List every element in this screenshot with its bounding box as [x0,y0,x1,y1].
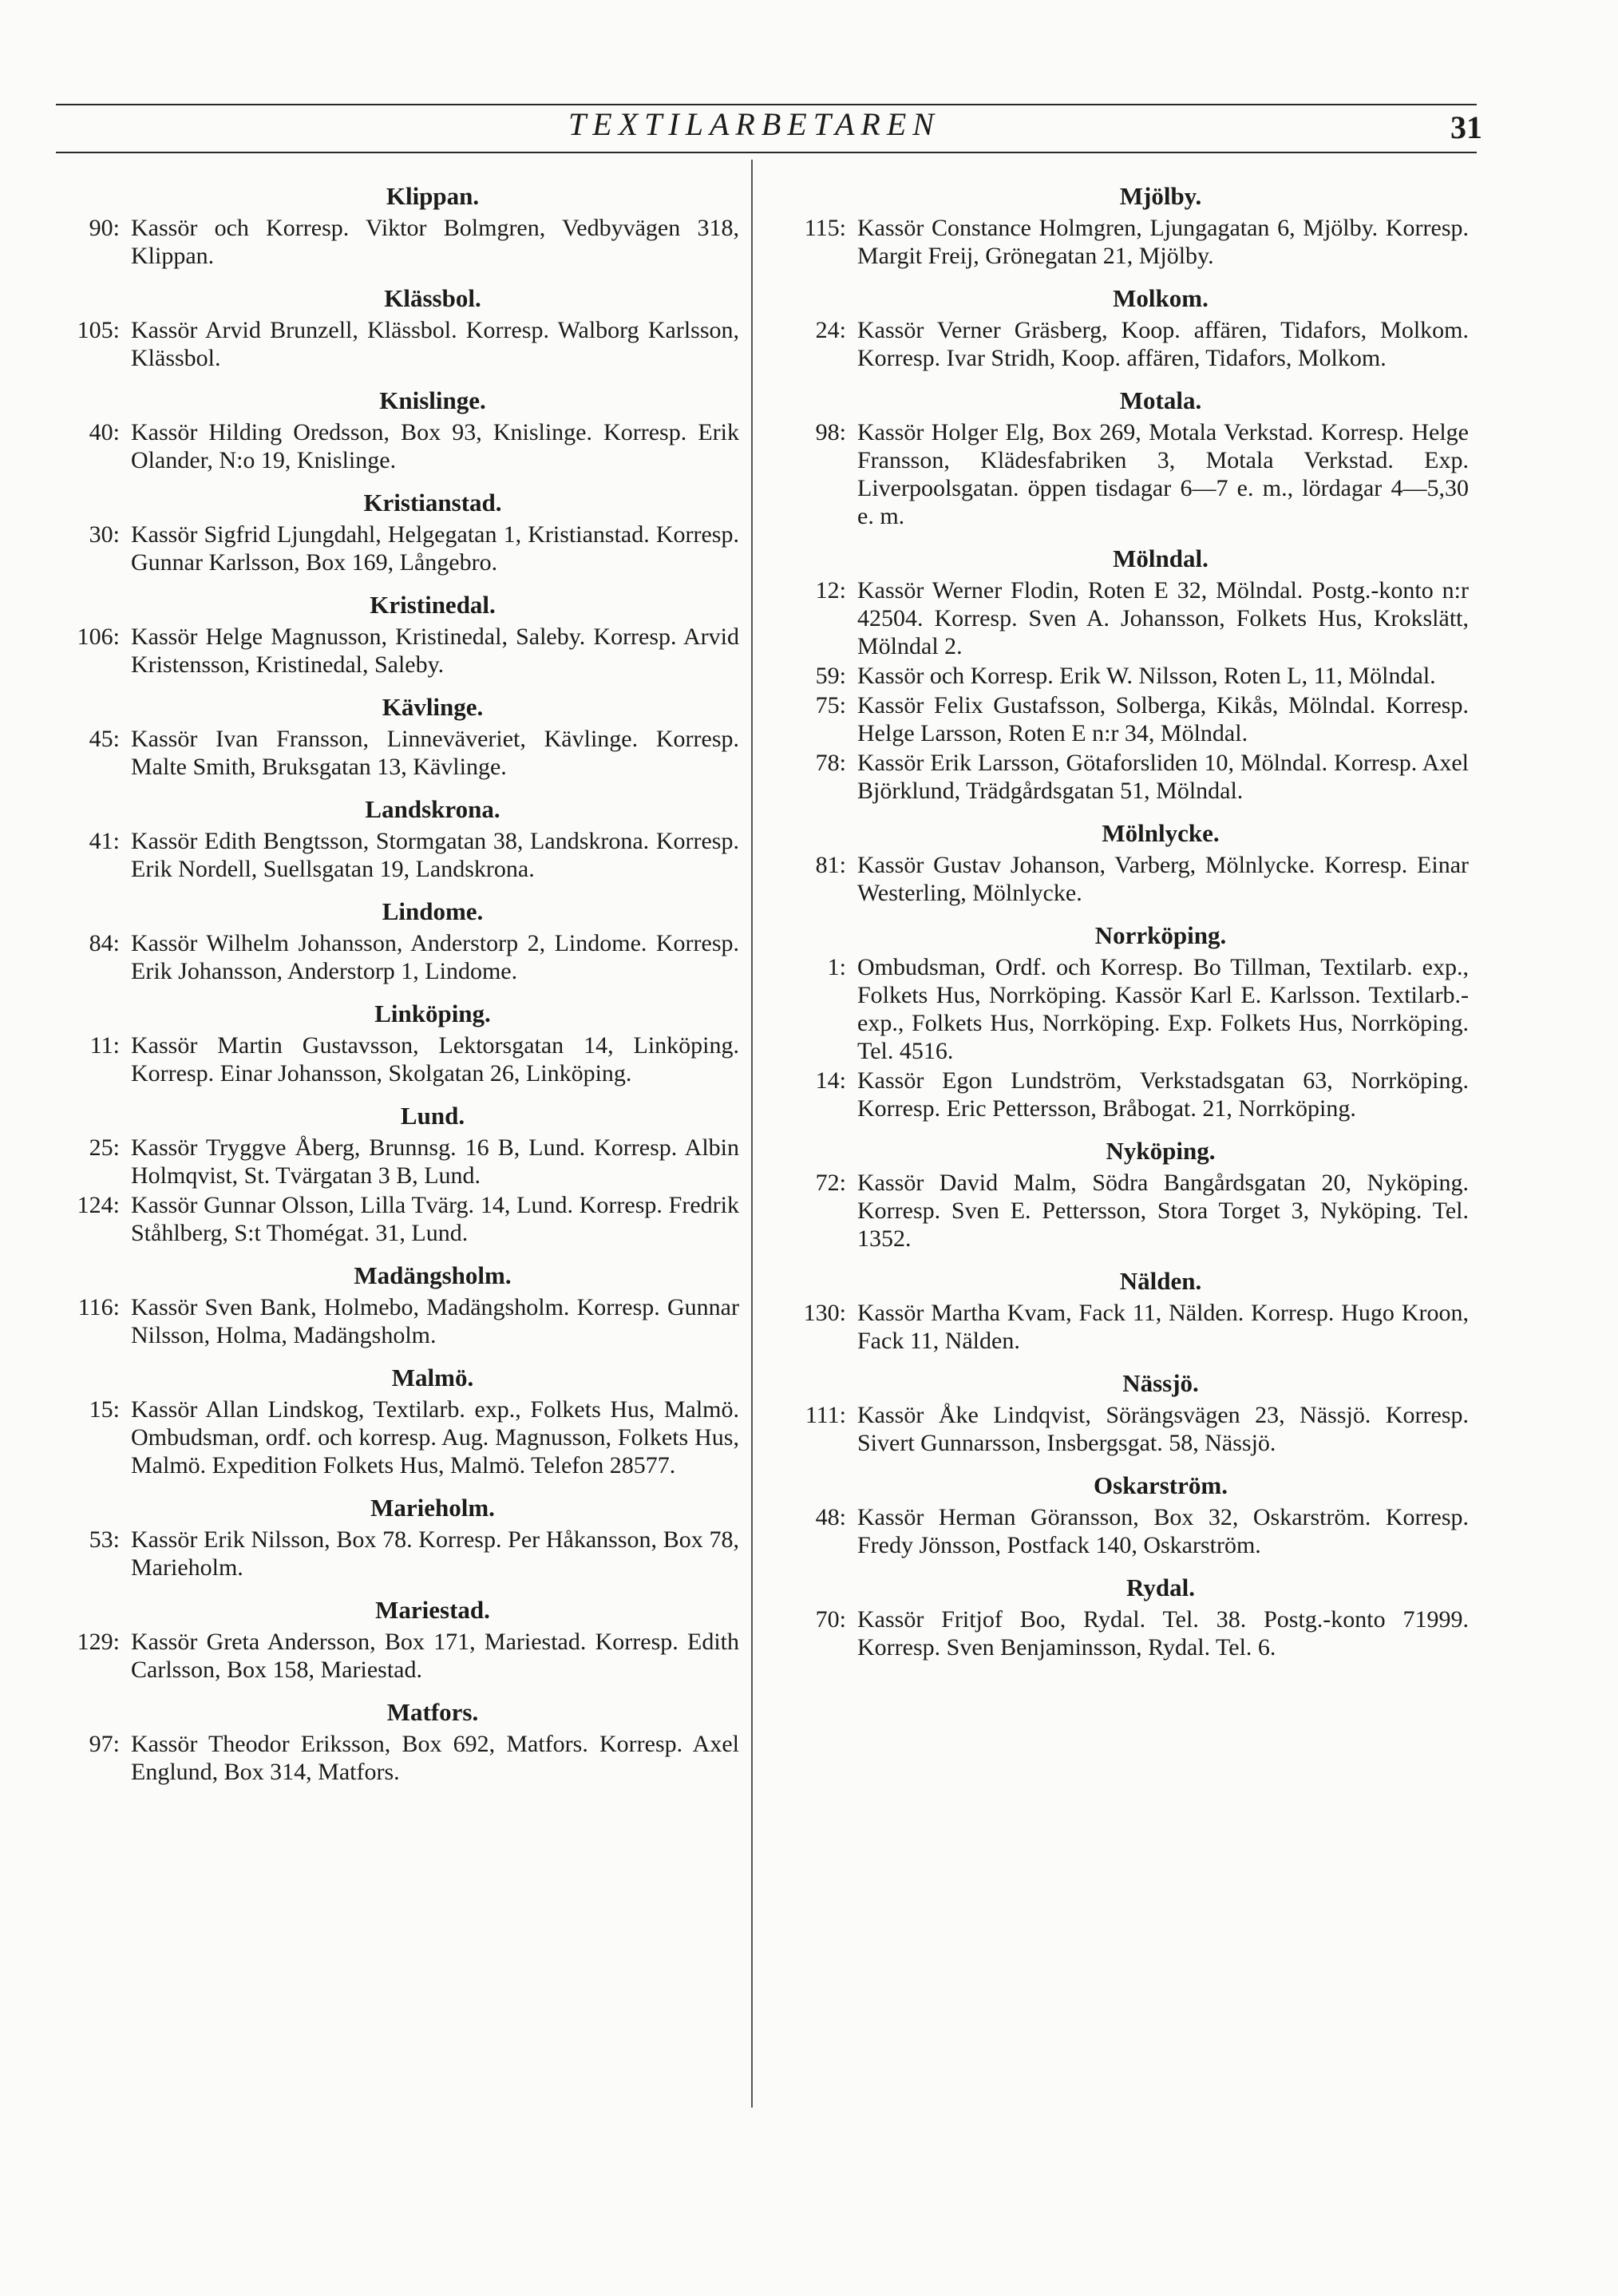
directory-entry [773,662,1469,690]
town-heading: Kristianstad. [363,489,502,517]
town-heading: Kävlinge. [382,693,484,721]
entry-text: Kassör Egon Lundström, Verkstadsgatan 63, Norrköping. Korresp. Eric Pettersson, Bråbogat. 21, Norrköping. [857,1067,1469,1122]
branch-number: 116: [77,1294,120,1320]
directory-entry [773,1605,1469,1661]
directory-entry [773,1169,1469,1253]
entry-text: Kassör Edith Bengtsson, Stormgatan 38, Landskrona. Korresp. Erik Nordell, Suellsgatan 19, Landskrona. [131,828,739,882]
entry-text: Kassör Sven Bank, Holmebo, Madängsholm. Korresp. Gunnar Nilsson, Holma, Madängsholm. [131,1294,739,1348]
branch-number: 15: [89,1396,120,1423]
town-heading: Mariestad. [375,1596,490,1624]
town-heading: Klässbol. [384,284,481,312]
branch-number: 72: [815,1170,846,1196]
entry-text: Kassör Arvid Brunzell, Klässbol. Korresp. Walborg Karlsson, Klässbol. [131,317,739,371]
directory-entry [773,418,1469,530]
branch-number: 105: [77,317,120,343]
page-number: 31 [1450,109,1482,145]
branch-number: 106: [77,623,120,650]
branch-number: 115: [804,215,846,241]
entry-text: Kassör Sigfrid Ljungdahl, Helgegatan 1, Kristianstad. Korresp. Gunnar Karlsson, Box 169, Långebro. [131,521,739,576]
town-heading: Lund. [400,1102,465,1130]
directory-entry [773,691,1469,747]
directory-entry [46,316,739,372]
branch-number: 97: [89,1731,120,1757]
entry-text: Kassör Åke Lindqvist, Sörängsvägen 23, Nässjö. Korresp. Sivert Gunnarsson, Insbergsgat. 58, Nässjö. [857,1402,1469,1456]
entry-text: Kassör Wilhelm Johansson, Anderstorp 2, Lindome. Korresp. Erik Johansson, Anderstorp 1, Lindome. [131,930,739,984]
entry-text: Kassör Erik Nilsson, Box 78. Korresp. Per Håkansson, Box 78, Marieholm. [131,1526,739,1581]
entry-text: Kassör Helge Magnusson, Kristinedal, Saleby. Korresp. Arvid Kristensson, Kristinedal, Saleby. [131,623,739,678]
directory-entry [46,1134,739,1190]
entry-text: Kassör Tryggve Åberg, Brunnsg. 16 B, Lund. Korresp. Albin Holmqvist, St. Tvärgatan 3 B, Lund. [131,1134,739,1189]
directory-entry [773,316,1469,372]
left-column [46,180,739,1787]
entry-text: Kassör Gustav Johanson, Varberg, Mölnlycke. Korresp. Einar Westerling, Mölnlycke. [857,852,1469,906]
town-heading: Mjölby. [1119,182,1202,210]
branch-number: 14: [815,1067,846,1094]
directory-entry [773,1067,1469,1122]
directory-entry [773,953,1469,1065]
directory-entry [773,1299,1469,1355]
directory-entry [46,1526,739,1581]
branch-number: 70: [815,1606,846,1633]
town-heading: Norrköping. [1094,921,1227,949]
entry-text: Kassör Fritjof Boo, Rydal. Tel. 38. Postg.-konto 71999. Korresp. Sven Benjaminsson, Rydal. Tel. 6. [857,1606,1469,1661]
town-heading: Mölnlycke. [1102,819,1220,847]
branch-number: 45: [89,726,120,752]
entry-text: Kassör Ivan Fransson, Linneväveriet, Kävlinge. Korresp. Malte Smith, Bruksgatan 13, Kävlinge. [131,726,739,780]
directory-entry [46,1395,739,1479]
entry-text: Kassör Allan Lindskog, Textilarb. exp., Folkets Hus, Malmö. Ombudsman, ordf. och korresp. Aug. Magnusson, Folkets Hus, Malmö. Expedition Folkets Hus, Malmö. Telefon 28577. [131,1396,739,1479]
entry-text: Kassör Herman Göransson, Box 32, Oskarström. Korresp. Fredy Jönsson, Postfack 140, Oskarström. [857,1504,1469,1558]
town-heading: Madängsholm. [354,1261,512,1289]
branch-number: 81: [815,852,846,878]
branch-number: 11: [89,1032,120,1059]
town-heading: Nyköping. [1106,1137,1216,1165]
branch-number: 40: [89,419,120,445]
directory-entry [46,725,739,781]
directory-entry [773,1503,1469,1559]
directory-entry [46,1628,739,1684]
directory-entry [46,1191,739,1247]
branch-number: 30: [89,521,120,548]
branch-number: 90: [89,215,120,241]
town-heading: Landskrona. [365,795,500,823]
branch-number: 1: [827,954,846,980]
entry-text: Kassör Gunnar Olsson, Lilla Tvärg. 14, Lund. Korresp. Fredrik Ståhlberg, S:t Thomégat. 31, Lund. [131,1192,739,1246]
town-heading: Malmö. [391,1364,474,1391]
entry-text: Kassör Martha Kvam, Fack 11, Nälden. Korresp. Hugo Kroon, Fack 11, Nälden. [857,1300,1469,1354]
branch-number: 130: [803,1300,846,1326]
directory-entry [773,1401,1469,1457]
directory-entry [46,1031,739,1087]
entry-text: Kassör och Korresp. Erik W. Nilsson, Roten L, 11, Mölndal. [857,663,1436,689]
town-heading: Rydal. [1126,1574,1195,1601]
branch-number: 53: [89,1526,120,1553]
directory-entry [773,214,1469,270]
entry-text: Kassör Holger Elg, Box 269, Motala Verkstad. Korresp. Helge Fransson, Klädesfabriken 3, Motala Verkstad. Exp. Liverpoolsgatan. öppen tisdagar 6—7 e. m., lördagar 4—5,30 e. m. [857,419,1469,529]
branch-number: 12: [815,577,846,604]
directory-entry [46,521,739,576]
directory-entry [46,214,739,270]
entry-text: Kassör David Malm, Södra Bangårdsgatan 20, Nyköping. Korresp. Sven E. Pettersson, Stora Torget 3, Nyköping. Tel. 1352. [857,1170,1469,1252]
entry-text: Kassör Werner Flodin, Roten E 32, Mölndal. Postg.-konto n:r 42504. Korresp. Sven A. Johansson, Folkets Hus, Krokslätt, Mölndal 2. [857,577,1469,659]
column-divider [751,160,753,2108]
town-heading: Marieholm. [370,1494,495,1522]
branch-number: 59: [815,663,846,689]
entry-text: Kassör Felix Gustafsson, Solberga, Kikås, Mölndal. Korresp. Helge Larsson, Roten E n:r 34, Mölndal. [857,692,1469,746]
town-heading: Lindome. [382,897,484,925]
directory-entry [46,623,739,679]
town-heading: Oskarström. [1094,1471,1228,1499]
branch-number: 98: [815,419,846,445]
entry-text: Kassör Greta Andersson, Box 171, Mariestad. Korresp. Edith Carlsson, Box 158, Mariestad. [131,1629,739,1683]
town-heading: Knislinge. [379,386,486,414]
branch-number: 84: [89,930,120,956]
directory-entry [773,576,1469,660]
branch-number: 129: [77,1629,120,1655]
directory-entry [773,851,1469,907]
directory-entry [46,1293,739,1349]
entry-text: Kassör Verner Gräsberg, Koop. affären, Tidafors, Molkom. Korresp. Ivar Stridh, Koop. affären, Tidafors, Molkom. [857,317,1469,371]
entry-text: Kassör och Korresp. Viktor Bolmgren, Vedbyvägen 318, Klippan. [131,215,739,269]
directory-entry [46,1730,739,1786]
branch-number: 24: [815,317,846,343]
branch-number: 48: [815,1504,846,1530]
header-rule-bottom [56,152,1477,153]
directory-entry [773,749,1469,805]
branch-number: 41: [89,828,120,854]
directory-entry [46,418,739,474]
branch-number: 25: [89,1134,120,1161]
entry-text: Kassör Hilding Oredsson, Box 93, Knislinge. Korresp. Erik Olander, N:o 19, Knislinge. [131,419,739,473]
entry-text: Kassör Theodor Eriksson, Box 692, Matfors. Korresp. Axel Englund, Box 314, Matfors. [131,1731,739,1785]
branch-number: 78: [815,750,846,776]
town-heading: Linköping. [374,1000,491,1027]
branch-number: 124: [77,1192,120,1218]
entry-text: Ombudsman, Ordf. och Korresp. Bo Tillman, Textilarb. exp., Folkets Hus, Norrköping. Kassör Karl E. Karlsson. Textilarb.-exp., Folkets Hus, Norrköping. Exp. Folkets Hus, Norrköping. Tel. 4516. [857,954,1469,1064]
town-heading: Motala. [1119,386,1202,414]
entry-text: Kassör Constance Holmgren, Ljungagatan 6, Mjölby. Korresp. Margit Freij, Grönegatan 21, Mjölby. [857,215,1469,269]
running-title: TEXTILARBETAREN [568,106,940,142]
town-heading: Matfors. [386,1698,479,1726]
entry-text: Kassör Erik Larsson, Götaforsliden 10, Mölndal. Korresp. Axel Björklund, Trädgårdsgatan 51, Mölndal. [857,750,1469,804]
right-column [773,180,1469,1663]
town-heading: Mölndal. [1113,544,1209,572]
town-heading: Kristinedal. [370,591,496,619]
town-heading: Nälden. [1119,1267,1202,1295]
entry-text: Kassör Martin Gustavsson, Lektorsgatan 14, Linköping. Korresp. Einar Johansson, Skolgatan 26, Linköping. [131,1032,739,1087]
directory-entry [46,827,739,883]
directory-entry [46,929,739,985]
town-heading: Klippan. [386,182,480,210]
branch-number: 75: [815,692,846,718]
town-heading: Molkom. [1113,284,1209,312]
town-heading: Nässjö. [1122,1369,1199,1397]
branch-number: 111: [805,1402,846,1428]
